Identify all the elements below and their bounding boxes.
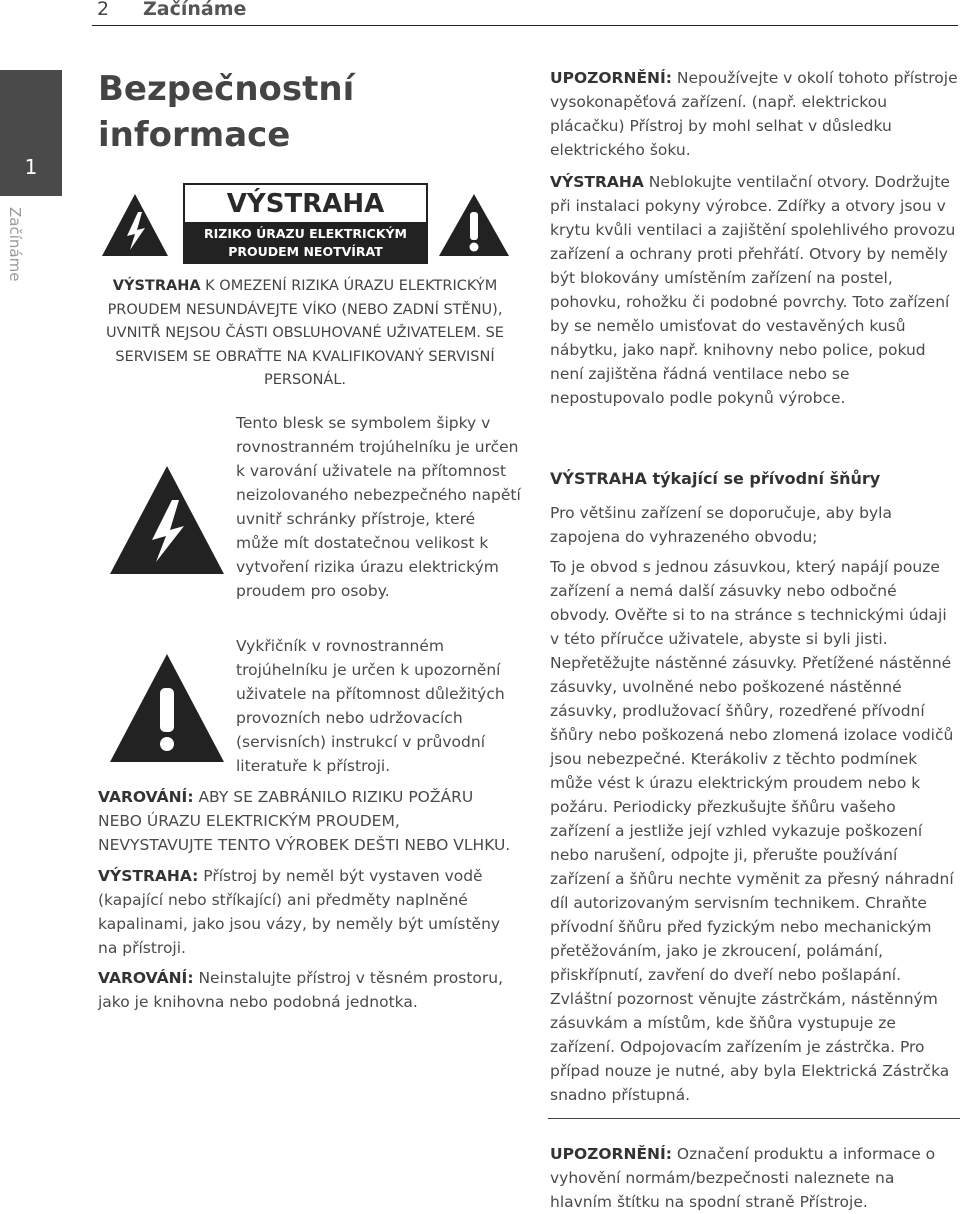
warning-label-subtitle-line1: RIZIKO ÚRAZU ELEKTRICKÝM bbox=[204, 226, 407, 241]
section-name: Začínáme bbox=[143, 0, 247, 20]
product-label-caution-text: Označení produktu a informace o vyhovění normám/bezpečnosti naleznete na hlavním štítku na spodní straně Přístroje. bbox=[550, 1145, 936, 1211]
high-voltage-caution-text: Nepoužívejte v okolí tohoto přístroje vysokonapěťová zařízení. (např. elektrickou plácačku) Přístroj by mohl selhat v důsledku elektrického šoku. bbox=[550, 69, 958, 159]
exclamation-symbol-icon bbox=[108, 650, 226, 766]
ventilation-warning bbox=[550, 170, 960, 410]
warning-label-subtitle-line2: PROUDEM NEOTVÍRAT bbox=[228, 244, 383, 259]
water-warning bbox=[98, 864, 513, 960]
page-number: 2 bbox=[97, 0, 110, 20]
ventilation-warning-text: Neblokujte ventilační otvory. Dodržujte při instalaci pokyny výrobce. Zdířky a otvory jsou v krytu kvůli ventilaci a zajištění spolehlivého provozu zařízení a ochrany proti přehřátí. Otvory by neměly být blokovány umístěním zařízení na postel, pohovku, rohožku či podobné povrchy. Toto zařízení by se nemělo umisťovat do vestavěných kusů nábytku, jako např. knihovny nebo police, pokud není zajištěna řádná ventilace nebo se nepostupovalo podle pokynů výrobce. bbox=[550, 173, 956, 407]
lightning-symbol-icon bbox=[108, 462, 226, 578]
exclamation-warning-icon bbox=[437, 190, 511, 260]
warning-label-title: VÝSTRAHA bbox=[226, 189, 385, 219]
fire-warning-label: VAROVÁNÍ: bbox=[98, 788, 194, 806]
product-label-caution-label: UPOZORNĚNÍ: bbox=[550, 1145, 672, 1163]
space-warning-text: Neinstalujte přístroj v těsném prostoru, jako je knihovna nebo podobná jednotka. bbox=[98, 969, 504, 1011]
water-warning-text: Přístroj by neměl být vystaven vodě (kapající nebo stříkající) ani předměty naplněné kapalinami, jako jsou vázy, by neměly být umístěny na přístroji. bbox=[98, 867, 501, 957]
exclamation-symbol-description: Vykřičník v rovnostranném trojúhelníku je určen k upozornění uživatele na přítomnost důležitých provozních nebo udržovacích (servisních) instrukcí v průvodní literatuře k přístroji. bbox=[236, 637, 505, 775]
high-voltage-caution bbox=[550, 66, 960, 162]
chapter-number: 1 bbox=[24, 155, 38, 179]
power-cord-intro: Pro většinu zařízení se doporučuje, aby byla zapojena do vyhrazeného obvodu; bbox=[550, 504, 892, 546]
page-title: Bezpečnostní informace bbox=[98, 69, 355, 155]
footer-divider bbox=[548, 1118, 960, 1119]
space-warning-label: VAROVÁNÍ: bbox=[98, 969, 194, 987]
electric-shock-warning bbox=[100, 275, 510, 393]
chapter-label: Začínáme bbox=[6, 207, 24, 282]
water-warning-label: VÝSTRAHA: bbox=[98, 867, 199, 885]
space-warning bbox=[98, 966, 518, 1014]
power-cord-heading: VÝSTRAHA týkající se přívodní šňůry bbox=[550, 469, 881, 488]
caps-warning-text: K OMEZENÍ RIZIKA ÚRAZU ELEKTRICKÝM PROUDEM NESUNDÁVEJTE VÍKO (NEBO ZADNÍ STĚNU), UVNITŘ NEJSOU ČÁSTI OBSLUHOVANÉ UŽIVATELEM. SE SERVISEM SE OBRAŤTE NA KVALIFIKOVANÝ SERVISNÍ PERSONÁL. bbox=[106, 278, 504, 388]
header-divider bbox=[92, 25, 958, 26]
lightning-warning-icon bbox=[100, 190, 170, 260]
power-cord-text: To je obvod s jednou zásuvkou, který napájí pouze zařízení a nemá další zásuvky nebo odbočné obvody. Ověřte si to na stránce s technickými údaji v této příručce uživatele, abyste si byli jisti. Nepřetěžujte nástěnné zásuvky. Přetížené nástěnné zásuvky, uvolněné nebo poškozené nástěnné zásuvky, prodlužovací šňůry, rozedřené přívodní šňůry nebo poškozená nebo zlomená izolace vodičů jsou nebezpečné. Kterákoliv z těchto podmínek může vést k úrazu elektrickým proudem nebo k požáru. Periodicky přezkušujte šňůru vašeho zařízení a jestliže její vzhled vykazuje poškození nebo narušení, odpojte ji, přerušte používání zařízení a šňůru nechte vyměnit za přesný náhradní díl autorizovaným servisním technikem. Chraňte přívodní šňůru před fyzickým nebo mechanickým přetěžováním, jako je zkroucení, polámání, přiskřípnutí, zavření do dveří nebo pošlapání. Zvláštní pozornost věnujte zástrčkám, nástěnným zásuvkám a místům, kde šňůra vystupuje ze zařízení. Odpojovacím zařízením je zástrčka. Pro případ nouze je nutné, aby byla Elektrická Zástrčka snadno přístupná. bbox=[550, 558, 954, 1104]
ventilation-warning-label: VÝSTRAHA bbox=[550, 173, 644, 191]
lightning-symbol-description: Tento blesk se symbolem šipky v rovnostranném trojúhelníku je určen k varování uživatele na přítomnost neizolovaného nebezpečného napětí uvnitř schránky přístroje, které může mít dostatečnou velikost k vytvoření rizika úrazu elektrickým proudem pro osoby. bbox=[236, 414, 521, 600]
fire-warning-text: ABY SE ZABRÁNILO RIZIKU POŽÁRU NEBO ÚRAZU ELEKTRICKÝM PROUDEM, NEVYSTAVUJTE TENTO VÝROBEK DEŠTI NEBO VLHKU. bbox=[98, 788, 511, 854]
high-voltage-caution-label: UPOZORNĚNÍ: bbox=[550, 69, 672, 87]
fire-warning bbox=[98, 785, 518, 857]
product-label-caution bbox=[550, 1142, 950, 1214]
warning-label-subtitle bbox=[185, 225, 426, 261]
caps-warning-label: VÝSTRAHA bbox=[112, 278, 201, 294]
